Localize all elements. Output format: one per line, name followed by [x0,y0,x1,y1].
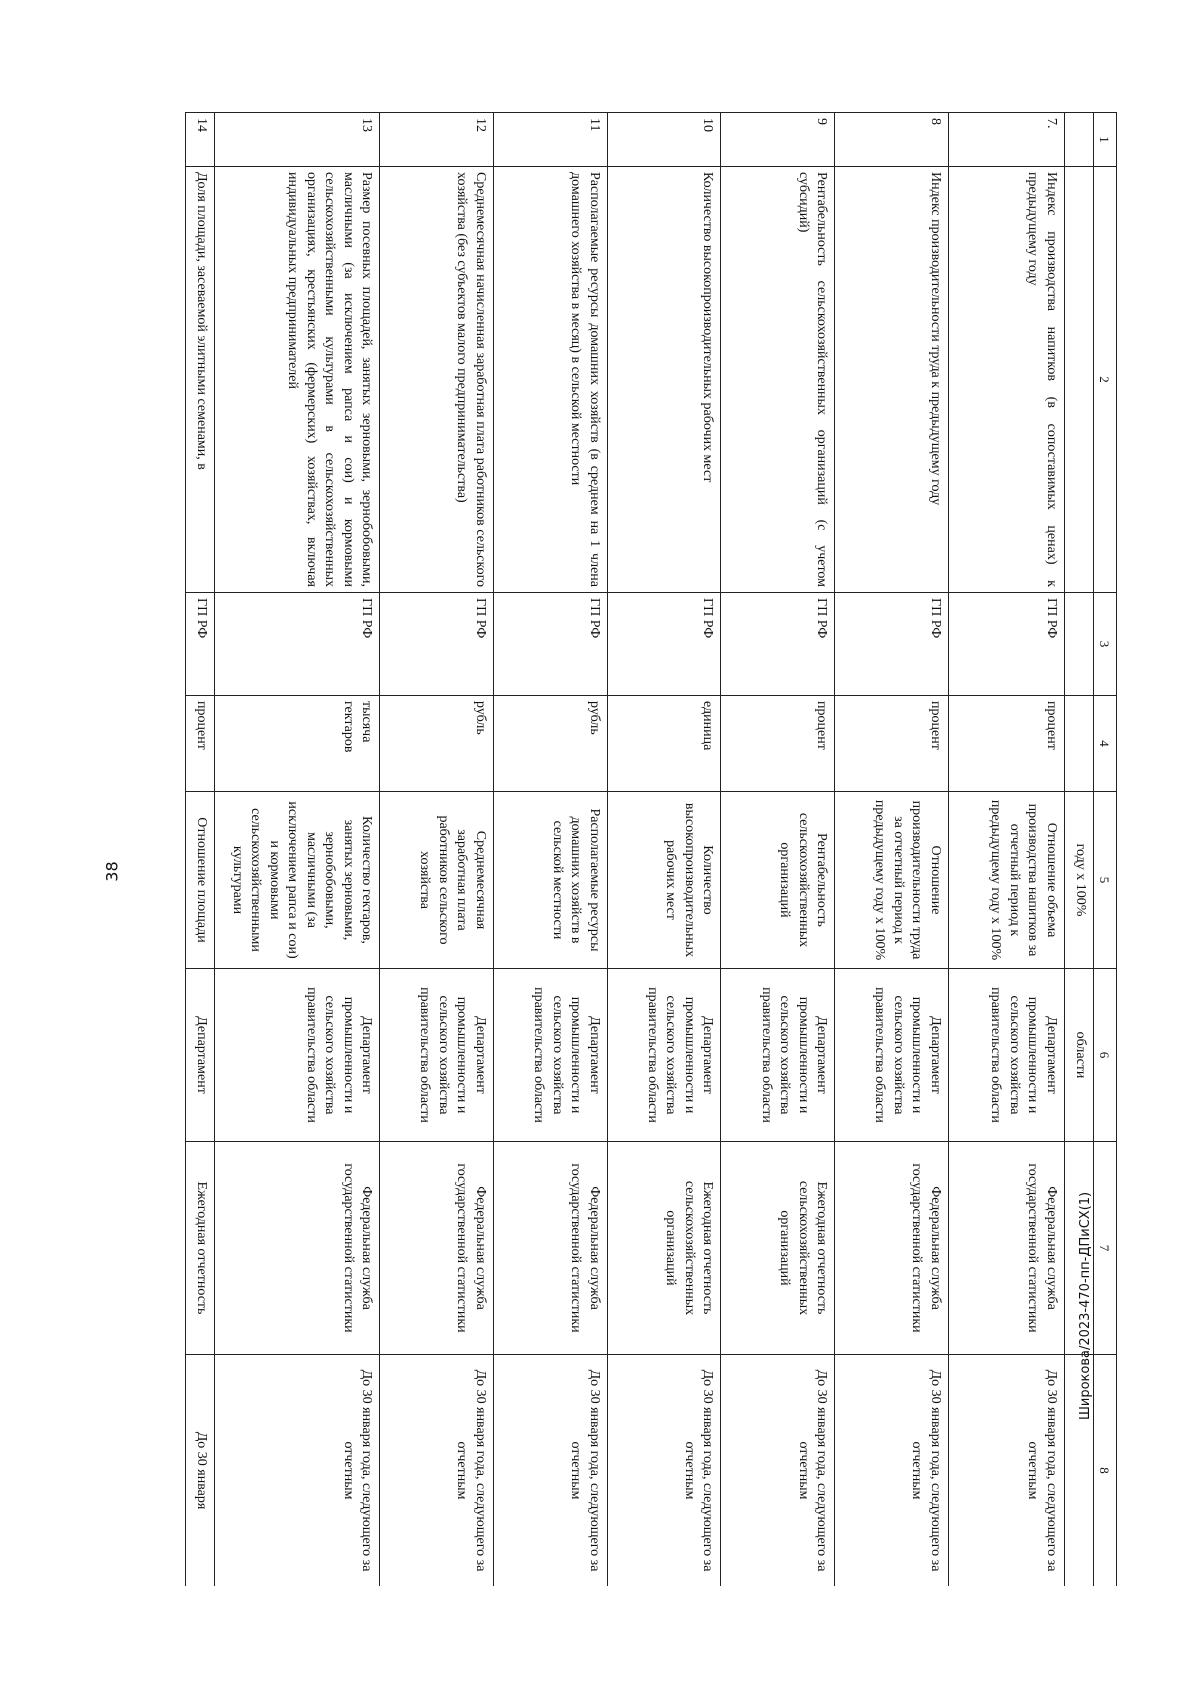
table-row [607,113,721,1587]
continuation-responsible-cell: области [1064,969,1093,1142]
row-number-cell: 12 [380,113,494,167]
responsible-body-cell: Департамент промышленности и сельского хозяйства правительства области [380,969,494,1142]
header-row [1093,113,1116,1587]
unit-cell: единица [607,696,721,792]
unit-cell: рубль [493,696,607,792]
indicator-name-cell: Среднемесячная начисленная заработная плата работников сельского хозяйства (без субъектов малого предпринимательства) [380,167,494,593]
calculation-method-cell: Рентабельность сельскохозяйственных организаций [721,792,835,969]
deadline-cell: До 30 января года, следующего за отчетным [948,1355,1064,1587]
calculation-method-cell: Отношение площади [186,792,215,969]
calculation-method-cell: Отношение объема производства напитков за отчетный период к предыдущему году х 100% [948,792,1064,969]
calculation-method-cell: Среднемесячная заработная плата работников сельского хозяйства [380,792,494,969]
indicator-name-cell: Индекс производства напитков (в сопоставимых ценах) к предыдущему году [948,167,1064,593]
level-cell: ГП РФ [380,593,494,696]
data-source-cell: Федеральная служба государственной статистики [493,1142,607,1355]
deadline-cell: До 30 января года, следующего за отчетным [607,1355,721,1587]
header-cell: 6 [1093,969,1116,1142]
responsible-body-cell: Департамент промышленности и сельского хозяйства правительства области [721,969,835,1142]
responsible-body-cell: Департамент промышленности и сельского хозяйства правительства области [835,969,949,1142]
deadline-cell: До 30 января года, следующего за отчетным [493,1355,607,1587]
unit-cell: процент [835,696,949,792]
indicators-table [185,112,1117,1586]
level-cell: ГП РФ [186,593,215,696]
table-row [948,113,1064,1587]
continuation-method-cell: году х 100% [1064,792,1093,969]
table-cell [1064,113,1093,167]
level-cell: ГП РФ [607,593,721,696]
row-number-cell: 9 [721,113,835,167]
table-row [215,113,380,1587]
level-cell: ГП РФ [493,593,607,696]
deadline-cell: До 30 января года, следующего за отчетным [835,1355,949,1587]
table-row [835,113,949,1587]
data-source-cell: Федеральная служба государственной статистики [215,1142,380,1355]
header-cell: 8 [1093,1355,1116,1587]
responsible-body-cell: Департамент промышленности и сельского хозяйства правительства области [948,969,1064,1142]
unit-cell: процент [721,696,835,792]
unit-cell: тысяча гектаров [215,696,380,792]
indicator-name-cell: Количество высокопроизводительных рабочих мест [607,167,721,593]
table-cell [1064,593,1093,696]
data-source-cell: Ежегодная отчетность [186,1142,215,1355]
indicator-name-cell: Располагаемые ресурсы домашних хозяйств (в среднем на 1 члена домашнего хозяйства в месяц) в сельской местности [493,167,607,593]
indicators-table-frame [185,112,1117,1586]
header-cell: 3 [1093,593,1116,696]
table-cell [1064,167,1093,593]
header-cell: 5 [1093,792,1116,969]
indicator-name-cell: Индекс производительности труда к предыдущему году [835,167,949,593]
data-source-cell: Ежегодная отчетность сельскохозяйственных организаций [607,1142,721,1355]
level-cell: ГП РФ [721,593,835,696]
indicator-name-cell: Размер посевных площадей, занятых зерновыми, зернобобовыми, масличными (за исключением рапса и сои) и кормовыми сельскохозяйственными культурами в сельскохозяйственных организациях, крестьянских (фермерских) хозяйствах, включая индивидуальных предпринимателей [215,167,380,593]
row-number-cell: 10 [607,113,721,167]
row-number-cell: 13 [215,113,380,167]
data-source-cell: Федеральная служба государственной статистики [948,1142,1064,1355]
rotated-table-container [185,112,1117,1586]
calculation-method-cell: Количество высокопроизводительных рабочих мест [607,792,721,969]
data-source-cell: Федеральная служба государственной статистики [835,1142,949,1355]
document-code: Широкова/2023-470-пп-ДПиСХ(1) [1078,1191,1093,1420]
deadline-cell: До 30 января [186,1355,215,1587]
deadline-cell: До 30 января года, следующего за отчетным [215,1355,380,1587]
table-row [721,113,835,1587]
header-cell: 2 [1093,167,1116,593]
responsible-body-cell: Департамент [186,969,215,1142]
table-row [380,113,494,1587]
row-number-cell: 11 [493,113,607,167]
data-source-cell: Федеральная служба государственной статистики [380,1142,494,1355]
responsible-body-cell: Департамент промышленности и сельского хозяйства правительства области [493,969,607,1142]
unit-cell: рубль [380,696,494,792]
unit-cell: процент [948,696,1064,792]
table-row [493,113,607,1587]
header-cell: 1 [1093,113,1116,167]
responsible-body-cell: Департамент промышленности и сельского хозяйства правительства области [607,969,721,1142]
level-cell: ГП РФ [948,593,1064,696]
table-cell [1064,696,1093,792]
calculation-method-cell: Количество гектаров, занятых зерновыми, зернобобовыми, масличными (за исключением рапса и сои) и кормовыми сельскохозяйственными культурами [215,792,380,969]
data-source-cell: Ежегодная отчетность сельскохозяйственных организаций [721,1142,835,1355]
table-row [186,113,215,1587]
level-cell: ГП РФ [215,593,380,696]
header-cell: 4 [1093,696,1116,792]
calculation-method-cell: Располагаемые ресурсы домашних хозяйств в сельской местности [493,792,607,969]
responsible-body-cell: Департамент промышленности и сельского хозяйства правительства области [215,969,380,1142]
unit-cell: процент [186,696,215,792]
calculation-method-cell: Отношение производительности труда за отчетный период к предыдущему году х 100% [835,792,949,969]
deadline-cell: До 30 января года, следующего за отчетным [380,1355,494,1587]
row-number-cell: 8 [835,113,949,167]
row-number-cell: 7. [948,113,1064,167]
header-cell: 7 [1093,1142,1116,1355]
row-number-cell: 14 [186,113,215,167]
level-cell: ГП РФ [835,593,949,696]
indicator-name-cell: Рентабельность сельскохозяйственных организаций (с учетом субсидий) [721,167,835,593]
page-number: 38 [102,861,122,882]
deadline-cell: До 30 января года, следующего за отчетным [721,1355,835,1587]
indicator-name-cell: Доля площади, засеваемой элитными семенами, в [186,167,215,593]
